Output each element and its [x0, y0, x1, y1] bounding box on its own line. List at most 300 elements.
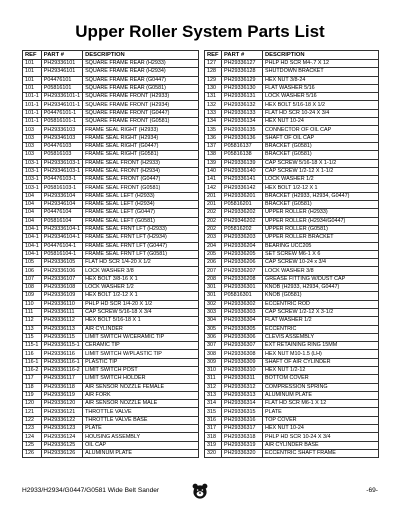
table-row	[23, 317, 199, 325]
part-number-cell: PH29336125	[41, 441, 82, 449]
ref-cell: 117	[23, 375, 42, 383]
table-row	[23, 383, 199, 391]
table-row	[205, 167, 379, 175]
ref-cell: 116-2	[23, 366, 42, 374]
table-row	[23, 275, 199, 283]
ref-cell: 135	[205, 126, 222, 134]
ref-cell: 105	[23, 259, 42, 267]
table-row	[205, 342, 379, 350]
part-number-cell: P05816138	[222, 151, 263, 159]
table-row	[23, 76, 199, 84]
part-number-cell: P05816137	[222, 142, 263, 150]
table-row	[23, 400, 199, 408]
description-cell: HEX BOLT 5/16-18 X 1/2	[263, 101, 379, 109]
description-cell: HEX NUT 10-24	[263, 425, 379, 433]
ref-cell: 101	[23, 76, 42, 84]
part-number-cell: PH29336306	[222, 333, 263, 341]
description-cell: SHUTDOWN BRACKET	[263, 68, 379, 76]
ref-cell: 104-1	[23, 234, 42, 242]
ref-cell: 301	[205, 284, 222, 292]
description-cell: BRACKET (G0581)	[263, 151, 379, 159]
description-cell: CAP SCREW 5/16-18 X 1-1/2	[263, 159, 379, 167]
ref-cell: 103	[23, 126, 42, 134]
table-row	[205, 358, 379, 366]
ref-cell: 201	[205, 201, 222, 209]
part-number-cell: PH29336313	[222, 391, 263, 399]
description-cell: THROTTLE VALVE BASE	[83, 416, 199, 424]
table-row	[205, 93, 379, 101]
ref-cell: 306	[205, 333, 222, 341]
description-cell: BEARING UCC205	[263, 242, 379, 250]
description-cell: HEX BOLT 5/16-18 X 1	[83, 317, 199, 325]
ref-cell: 119	[23, 391, 42, 399]
description-cell: SHAFT OF OIL CAP	[263, 134, 379, 142]
ref-cell: 137	[205, 142, 222, 150]
ref-cell: 312	[205, 383, 222, 391]
table-row	[23, 333, 199, 341]
description-cell: UPPER ROLLER (H2934/G0447)	[263, 217, 379, 225]
description-cell: FRAME SEAL RIGHT (H2934)	[83, 134, 199, 142]
part-number-cell: PH29336116-1	[41, 358, 82, 366]
part-number-cell: PH29336113	[41, 325, 82, 333]
ref-cell: 134	[205, 118, 222, 126]
description-cell: LIMIT SWITCH W/CERAMIC TIP	[83, 333, 199, 341]
table-row	[205, 267, 379, 275]
ref-cell: 103-1	[23, 159, 42, 167]
table-row	[23, 184, 199, 192]
table-row	[23, 242, 199, 250]
description-cell: FLAT HD SCR 1/4-20 X 1/2	[83, 259, 199, 267]
description-cell: HEX NUT 10-24	[263, 118, 379, 126]
part-number-cell: PH29336111	[41, 308, 82, 316]
table-row	[205, 60, 379, 68]
part-number-cell: PH29336205	[222, 250, 263, 258]
table-row	[205, 325, 379, 333]
description-cell: LIMIT SWITCH POST	[83, 366, 199, 374]
ref-cell: 301	[205, 292, 222, 300]
description-cell: CLEVIS ASSEMBLY	[263, 333, 379, 341]
part-number-cell: PH29336207	[222, 267, 263, 275]
part-number-cell: PH29336110	[41, 300, 82, 308]
ref-cell: 138	[205, 151, 222, 159]
part-number-cell: PH29346202	[222, 217, 263, 225]
ref-cell: 101	[23, 68, 42, 76]
part-number-cell: P04476104-1	[41, 242, 82, 250]
description-cell: PLATE	[83, 425, 199, 433]
table-row	[205, 416, 379, 424]
part-number-cell: PH29336108	[41, 284, 82, 292]
part-number-cell: PH29336119	[41, 391, 82, 399]
part-number-cell: P04476103-1	[41, 176, 82, 184]
ref-column-header: REF	[23, 51, 42, 60]
description-cell: CAP SCREW 1/2-12 X 3-1/2	[263, 308, 379, 316]
description-cell: PLATE	[263, 408, 379, 416]
table-row	[23, 308, 199, 316]
part-number-cell: PH29336135	[222, 126, 263, 134]
description-cell: THROTTLE VALVE	[83, 408, 199, 416]
ref-cell: 109	[23, 292, 42, 300]
ref-cell: 140	[205, 167, 222, 175]
description-cell: COMPRESSION SPRING	[263, 383, 379, 391]
description-cell: CONNECTOR OF OIL CAP	[263, 126, 379, 134]
ref-cell: 202	[205, 209, 222, 217]
description-cell: CAP SCREW 10-24 x 3/4	[263, 259, 379, 267]
table-row	[205, 234, 379, 242]
description-cell: BRACKET (G0581)	[263, 142, 379, 150]
ref-cell: 139	[205, 159, 222, 167]
ref-cell: 201	[205, 192, 222, 200]
part-number-cell: P04476103	[41, 142, 82, 150]
table-row	[23, 118, 199, 126]
ref-cell: 104	[23, 209, 42, 217]
table-row	[205, 68, 379, 76]
part-number-cell: PH29346101-1	[41, 101, 82, 109]
description-cell: BOTTOM COVER	[263, 375, 379, 383]
table-row	[23, 151, 199, 159]
part-number-cell: PH29336107	[41, 275, 82, 283]
part-number-cell: PH29336115	[41, 333, 82, 341]
table-row	[205, 433, 379, 441]
table-row	[205, 383, 379, 391]
ref-cell: 305	[205, 325, 222, 333]
part-number-cell: PH29336309	[222, 358, 263, 366]
part-number-cell: P05816101-1	[41, 118, 82, 126]
ref-cell: 132	[205, 101, 222, 109]
table-row	[205, 225, 379, 233]
description-cell: SHAFT OF AIR CYLINDER	[263, 358, 379, 366]
table-row	[205, 250, 379, 258]
ref-cell: 106	[23, 267, 42, 275]
ref-column-header: REF	[205, 51, 222, 60]
description-cell: FRAME SEAL FRONT (H2933)	[83, 159, 199, 167]
description-cell: AIR FORK	[83, 391, 199, 399]
description-cell: AIR CYLINDER BASE	[263, 441, 379, 449]
ref-cell: 136	[205, 134, 222, 142]
ref-cell: 116	[23, 350, 42, 358]
table-row	[23, 375, 199, 383]
description-cell: PHLP HD SCR 1/4-20 X 1/2	[83, 300, 199, 308]
ref-cell: 122	[23, 416, 42, 424]
part-number-cell: P05816301	[222, 292, 263, 300]
table-row	[23, 142, 199, 150]
table-row	[205, 159, 379, 167]
part-number-cell: P04476104	[41, 209, 82, 217]
ref-cell: 104-1	[23, 250, 42, 258]
table-row	[23, 284, 199, 292]
table-row	[23, 292, 199, 300]
description-cell: HEX BOLT 3/8-16 X 1	[83, 275, 199, 283]
ref-cell: 203	[205, 234, 222, 242]
part-number-cell: PH29336131	[222, 93, 263, 101]
table-row	[205, 118, 379, 126]
ref-cell: 141	[205, 176, 222, 184]
ref-cell: 111	[23, 308, 42, 316]
table-row	[23, 408, 199, 416]
ref-cell: 129	[205, 76, 222, 84]
table-row	[205, 76, 379, 84]
part-number-cell: PH29336101-1	[41, 93, 82, 101]
ref-cell: 205	[205, 250, 222, 258]
description-cell: SET SCREW M6-1 X 6	[263, 250, 379, 258]
table-row	[205, 408, 379, 416]
part-number-cell: PH29336141	[222, 176, 263, 184]
part-number-cell: PH29336127	[222, 60, 263, 68]
table-row	[205, 109, 379, 117]
description-cell: SQUARE FRAME REAR (H2933)	[83, 60, 199, 68]
ref-cell: 302	[205, 300, 222, 308]
ref-cell: 101-1	[23, 109, 42, 117]
ref-cell: 125	[23, 441, 42, 449]
description-cell: BRACKET (G0581)	[263, 201, 379, 209]
description-cell: LOCK WASHER 3/8	[263, 267, 379, 275]
description-cell: LOCK WASHER 3/8	[83, 267, 199, 275]
part-number-cell: PH29346104-1	[41, 234, 82, 242]
description-cell: CAP SCREW 5/16-18 X 3/4	[83, 308, 199, 316]
part-number-cell: PH29336122	[41, 416, 82, 424]
description-cell: BRACKET (H2933, H2934, G0447)	[263, 192, 379, 200]
ref-cell: 104	[23, 217, 42, 225]
ref-cell: 303	[205, 308, 222, 316]
description-cell: LOCK WASHER 1/2	[263, 176, 379, 184]
table-row	[205, 134, 379, 142]
description-cell: SQUARE FRAME FRONT (H2934)	[83, 101, 199, 109]
ref-cell: 311	[205, 375, 222, 383]
ref-cell: 314	[205, 400, 222, 408]
table-row	[23, 358, 199, 366]
ref-cell: 207	[205, 267, 222, 275]
ref-cell: 128	[205, 68, 222, 76]
part-number-cell: PH29336307	[222, 342, 263, 350]
table-row	[205, 400, 379, 408]
table-row	[23, 350, 199, 358]
page-title: Upper Roller System Parts List	[75, 22, 325, 41]
ref-cell: 103	[23, 142, 42, 150]
description-cell: AIR CYLINDER	[83, 325, 199, 333]
ref-cell: 319	[205, 441, 222, 449]
description-cell: HEX BOLT 1/2-12 X 1	[83, 292, 199, 300]
part-number-cell: PH29336109	[41, 292, 82, 300]
table-row	[205, 300, 379, 308]
description-column-header: DESCRIPTION	[83, 51, 199, 60]
bear-logo-icon	[192, 483, 208, 499]
description-cell: HOUSING ASSEMBLY	[83, 433, 199, 441]
part-number-cell: PH29336104	[41, 192, 82, 200]
ref-cell: 104-1	[23, 225, 42, 233]
table-row	[205, 176, 379, 184]
ref-cell: 103-1	[23, 167, 42, 175]
description-cell: FRAME SEAL LEFT (G0581)	[83, 217, 199, 225]
table-row	[23, 416, 199, 424]
description-cell: SQUARE FRAME REAR (H2934)	[83, 68, 199, 76]
part-number-cell: PH29336305	[222, 325, 263, 333]
ref-cell: 304	[205, 317, 222, 325]
ref-cell: 103	[23, 134, 42, 142]
table-header-row	[205, 51, 379, 60]
ref-cell: 204	[205, 242, 222, 250]
ref-cell: 107	[23, 275, 42, 283]
part-number-cell: PH29336128	[222, 68, 263, 76]
part-number-cell: PH29336134	[222, 118, 263, 126]
description-cell: FRAME SEAL FRNT LFT (H2934)	[83, 234, 199, 242]
description-cell: UPPER ROLLER BRACKET	[263, 234, 379, 242]
part-number-cell: PH29336140	[222, 167, 263, 175]
table-row	[23, 159, 199, 167]
page-number: -69-	[366, 487, 378, 494]
ref-cell: 206	[205, 259, 222, 267]
ref-cell: 113	[23, 325, 42, 333]
ref-cell: 310	[205, 366, 222, 374]
ref-cell: 127	[205, 60, 222, 68]
description-cell: ECCENTRIC	[263, 325, 379, 333]
table-row	[205, 425, 379, 433]
ref-cell: 101	[23, 60, 42, 68]
description-cell: FRAME SEAL LEFT (H2933)	[83, 192, 199, 200]
ref-cell: 112	[23, 317, 42, 325]
table-header-row	[23, 51, 199, 60]
part-column-header: PART #	[222, 51, 263, 60]
description-cell: HEX NUT M10-1.5 (LH)	[263, 350, 379, 358]
ref-cell: 101-1	[23, 93, 42, 101]
parts-table-right	[204, 50, 379, 458]
table-row	[205, 101, 379, 109]
part-number-cell: PH29336142	[222, 184, 263, 192]
part-number-cell: P05816104-1	[41, 250, 82, 258]
description-cell: FLAT WASHER 5/16	[263, 84, 379, 92]
table-row	[23, 433, 199, 441]
table-row	[23, 84, 199, 92]
description-cell: GREASE FITTING W/DUST CAP	[263, 275, 379, 283]
table-row	[23, 217, 199, 225]
description-cell: ECCENTRIC ROD	[263, 300, 379, 308]
part-number-cell: PH29336103	[41, 126, 82, 134]
part-number-cell: PH29336319	[222, 441, 263, 449]
part-number-cell: PH29336301	[222, 284, 263, 292]
ref-cell: 202	[205, 225, 222, 233]
ref-cell: 104-1	[23, 242, 42, 250]
part-number-cell: PH29336112	[41, 317, 82, 325]
table-row	[205, 242, 379, 250]
description-cell: SQUARE FRAME REAR (G0447)	[83, 76, 199, 84]
ref-cell: 309	[205, 358, 222, 366]
part-number-cell: PH29336201	[222, 192, 263, 200]
description-cell: FRAME SEAL FRNT LFT (G0581)	[83, 250, 199, 258]
ref-cell: 120	[23, 400, 42, 408]
table-row	[23, 167, 199, 175]
description-cell: ALUMINUM PLATE	[263, 391, 379, 399]
description-cell: FRAME SEAL LEFT (H2934)	[83, 201, 199, 209]
table-row	[205, 350, 379, 358]
table-row	[205, 292, 379, 300]
part-number-cell: PH29336103-1	[41, 159, 82, 167]
table-row	[23, 101, 199, 109]
table-row	[205, 192, 379, 200]
ref-cell: 101-1	[23, 101, 42, 109]
table-row	[23, 234, 199, 242]
part-number-cell: PH29336203	[222, 234, 263, 242]
part-number-cell: PH29336130	[222, 84, 263, 92]
description-cell: LIMIT SWITCH W/PLASTIC TIP	[83, 350, 199, 358]
description-cell: FRAME SEAL RIGHT (G0447)	[83, 142, 199, 150]
part-number-cell: PH29336206	[222, 259, 263, 267]
part-number-cell: PH29336311	[222, 375, 263, 383]
description-cell: PHLP HD SCR 10-24 X 3/4	[263, 433, 379, 441]
description-column-header: DESCRIPTION	[263, 51, 379, 60]
ref-cell: 123	[23, 425, 42, 433]
ref-cell: 208	[205, 275, 222, 283]
table-row	[205, 259, 379, 267]
part-number-cell: PH29336208	[222, 275, 263, 283]
table-row	[205, 308, 379, 316]
ref-cell: 308	[205, 350, 222, 358]
part-number-cell: PH29336123	[41, 425, 82, 433]
ref-cell: 131	[205, 93, 222, 101]
table-row	[23, 176, 199, 184]
table-row	[23, 60, 199, 68]
part-number-cell: PH29336126	[41, 449, 82, 457]
description-cell: FRAME SEAL RIGHT (H2933)	[83, 126, 199, 134]
ref-cell: 101	[23, 84, 42, 92]
description-cell: HEX NUT 3/8-24	[263, 76, 379, 84]
table-row	[205, 142, 379, 150]
ref-cell: 318	[205, 433, 222, 441]
table-row	[23, 425, 199, 433]
table-row	[205, 201, 379, 209]
part-number-cell: P05816103-1	[41, 184, 82, 192]
ref-cell: 307	[205, 342, 222, 350]
part-number-cell: PH29336129	[222, 76, 263, 84]
description-cell: UPPER ROLLER (H2933)	[263, 209, 379, 217]
table-row	[23, 325, 199, 333]
description-cell: HEX NUT 1/2-12	[263, 366, 379, 374]
description-cell: FLAT WASHER 1/2	[263, 317, 379, 325]
ref-cell: 101-1	[23, 118, 42, 126]
description-cell: CERAMIC TIP	[83, 342, 199, 350]
description-cell: KNOB (G0581)	[263, 292, 379, 300]
description-cell: FLAT HD SCR M6-1 X 12	[263, 400, 379, 408]
ref-cell: 116-1	[23, 358, 42, 366]
description-cell: LIMIT SWITCH HOLDER	[83, 375, 199, 383]
part-number-cell: PH29336202	[222, 209, 263, 217]
table-row	[23, 192, 199, 200]
description-cell: ALUMINUM PLATE	[83, 449, 199, 457]
part-number-cell: PH29336121	[41, 408, 82, 416]
part-number-cell: PH29336310	[222, 366, 263, 374]
ref-cell: 124	[23, 433, 42, 441]
ref-cell: 104	[23, 201, 42, 209]
ref-cell: 115	[23, 333, 42, 341]
ref-cell: 133	[205, 109, 222, 117]
table-row	[23, 342, 199, 350]
part-number-cell: PH29336139	[222, 159, 263, 167]
description-cell: SQUARE FRAME FRONT (G0447)	[83, 109, 199, 117]
description-cell: SQUARE FRAME FRONT (H2933)	[83, 93, 199, 101]
parts-table-left	[22, 50, 199, 458]
part-number-cell: PH29336118	[41, 383, 82, 391]
part-number-cell: P05816104	[41, 217, 82, 225]
table-row	[23, 109, 199, 117]
part-number-cell: PH29346103	[41, 134, 82, 142]
description-cell: FRAME SEAL RIGHT (G0581)	[83, 151, 199, 159]
part-number-cell: PH29336124	[41, 433, 82, 441]
part-number-cell: PH29336314	[222, 400, 263, 408]
description-cell: AIR SENSOR NOZZLE FEMALE	[83, 383, 199, 391]
description-cell: OIL CAP	[83, 441, 199, 449]
description-cell: CAP SCREW 1/2-12 X 1-1/2	[263, 167, 379, 175]
ref-cell: 313	[205, 391, 222, 399]
table-row	[23, 259, 199, 267]
table-row	[205, 151, 379, 159]
table-row	[23, 209, 199, 217]
